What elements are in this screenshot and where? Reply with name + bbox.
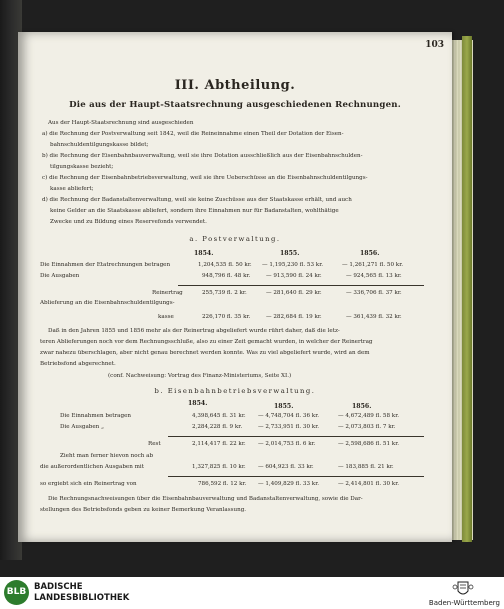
value-1855: — 2,014,753 fl. 6 kr.	[258, 441, 316, 447]
note-line: Betriebsfond abgerechnet.	[40, 361, 116, 367]
year-header: 1856.	[352, 403, 372, 410]
library-name-line1: BADISCHE	[34, 582, 83, 592]
value-1855: — 913,590 fl. 24 kr.	[266, 273, 322, 279]
intro-line: d) die Rechnung der Badanstaltenverwaltung, weil sie keine Zuschüsse aus der Staatskasse erhält, und auch	[42, 197, 352, 203]
library-footer	[0, 577, 504, 609]
value-1856: — 336,706 fl. 37 kr.	[346, 290, 402, 296]
value-1854: 1,327,825 fl. 10 kr.	[192, 464, 246, 470]
note-line: stellungen des Betriebsfonds geben zu keiner Bemerkung Veranlassung.	[40, 507, 247, 513]
row-label: Die Einnahmen der Etatrechnungen betragen	[40, 262, 171, 268]
row-label: Rest	[148, 441, 161, 447]
table-row	[40, 464, 420, 474]
intro-line: kasse abliefert;	[50, 186, 94, 192]
intro-line: Aus der Haupt-Staatsrechnung sind ausgeschieden	[48, 120, 194, 126]
table-row	[40, 314, 420, 324]
intro-line: bahnschuldentilgungskasse bildet;	[50, 142, 149, 148]
table-row	[40, 481, 420, 491]
table-row	[40, 441, 420, 451]
section-heading-post: a. Postverwaltung.	[189, 235, 281, 243]
intro-line: keine Gelder an die Staatskasse abliefert, sondern ihre Einnahmen nur für Badanstalten, wohlthätige	[50, 208, 339, 214]
value-1856: — 183,885 fl. 21 kr.	[338, 464, 394, 470]
region-label: Baden-Württemberg	[428, 599, 500, 607]
table-row	[40, 262, 420, 272]
table-row	[40, 413, 420, 423]
value-1854: 226,170 fl. 35 kr.	[202, 314, 251, 320]
sum-rule	[178, 285, 424, 286]
year-header: 1855.	[280, 250, 300, 257]
value-1855: — 4,748,704 fl. 36 kr.	[258, 413, 320, 419]
value-1855: — 2,733,951 fl. 30 kr.	[258, 424, 320, 430]
note-line: zwar nahezu überschlagen, aber nicht genau berechnet werden konnte. Was zu viel abgeliefert wurde, wird an dem	[40, 350, 370, 356]
row-label: Ablieferung an die Eisenbahnschuldentilgungs-	[40, 300, 175, 306]
row-label: Die Einnahmen betragen	[60, 413, 132, 419]
sum-rule	[168, 476, 424, 477]
note-line: teren Ablieferungen noch vor dem Rechnungsschluße, also zu einer Zeit gemacht wurden, in welcher der Reinertrag	[40, 339, 373, 345]
value-1856: — 2,073,803 fl. 7 kr.	[338, 424, 396, 430]
value-1855: — 282,684 fl. 19 kr.	[266, 314, 322, 320]
sum-rule	[168, 436, 424, 437]
value-1856: — 1,261,271 fl. 50 kr.	[342, 262, 404, 268]
page-title: III. Abtheilung.	[174, 78, 296, 93]
table-row	[40, 424, 420, 434]
section-heading-railway: b. Eisenbahnbetriebsverwaltung.	[154, 387, 316, 395]
row-label: Die Ausgaben „	[60, 424, 104, 430]
page-subtitle: Die aus der Haupt-Staatsrechnung ausgeschiedenen Rechnungen.	[69, 100, 401, 110]
intro-line: c) die Rechnung der Eisenbahnbetriebsverwaltung, weil sie ihre Ueberschüsse an die Eisenbahnschuldentilgungs-	[42, 175, 368, 181]
page-number: 103	[425, 40, 444, 50]
value-1854: 2,114,417 fl. 22 kr.	[192, 441, 246, 447]
year-header: 1854.	[194, 250, 214, 257]
row-label: so ergiebt sich ein Reinertrag von	[40, 481, 137, 487]
table-row	[40, 290, 420, 300]
table-row	[40, 273, 420, 283]
value-1854: 4,398,645 fl. 31 kr.	[192, 413, 246, 419]
row-label: Reinertrag	[152, 290, 183, 296]
value-1856: — 2,414,801 fl. 30 kr.	[338, 481, 400, 487]
row-label: Die Ausgaben	[40, 273, 80, 279]
value-1856: — 4,672,489 fl. 58 kr.	[338, 413, 400, 419]
intro-line: a) die Rechnung der Postverwaltung seit 1842, weil die Reineinnahme einen Theil der Dotation der Eisen-	[42, 131, 344, 137]
value-1854: 2,284,228 fl. 9 kr.	[192, 424, 243, 430]
intro-line: Zwecke und zu Bildung eines Reservefonds verwendet.	[50, 219, 207, 225]
year-header: 1854.	[188, 400, 208, 407]
value-1855: — 1,409,829 fl. 33 kr.	[258, 481, 320, 487]
value-1855: — 1,195,230 fl. 53 kr.	[262, 262, 324, 268]
value-1854: 948,796 fl. 48 kr.	[202, 273, 251, 279]
note-line: Daß in den Jahren 1855 und 1856 mehr als der Reinertrag abgeliefert wurde rührt daher, daß die letz-	[48, 328, 340, 334]
value-1856: — 924,565 fl. 13 kr.	[346, 273, 402, 279]
blb-logo: BLB	[4, 580, 29, 605]
table-row	[40, 300, 420, 310]
library-name-line2: LANDESBIBLIOTHEK	[34, 593, 130, 603]
value-1855: — 281,640 fl. 29 kr.	[266, 290, 322, 296]
table-row	[40, 453, 420, 463]
cover-edge	[462, 36, 472, 542]
value-1856: — 2,598,686 fl. 51 kr.	[338, 441, 400, 447]
value-1854: 255,739 fl. 2 kr.	[202, 290, 247, 296]
library-name	[34, 582, 129, 604]
value-1854: 786,592 fl. 12 kr.	[198, 481, 247, 487]
coat-of-arms-icon	[452, 579, 474, 599]
year-header: 1856.	[360, 250, 380, 257]
value-1856: — 361,439 fl. 32 kr.	[346, 314, 402, 320]
intro-line: b) die Rechnung der Eisenbahnbauverwaltung, weil sie ihre Dotation ausschließlich aus der Eisenbahnschulden-	[42, 153, 363, 159]
intro-line: tilgungskasse bezieht;	[50, 164, 114, 170]
note-line: Die Rechnungsnachweisungen über die Eisenbahnbauverwaltung und Badanstaltenverwaltung, sowie die Dar-	[48, 496, 363, 502]
row-label: Zieht man ferner hievon noch ab	[60, 453, 154, 459]
value-1854: 1,204,535 fl. 50 kr.	[198, 262, 252, 268]
document-page	[18, 32, 452, 542]
year-header: 1855.	[274, 403, 294, 410]
reference-note: (conf. Nachweisung: Vortrag des Finanz-Ministeriums, Seite XI.)	[108, 373, 292, 379]
row-label: kasse	[158, 314, 174, 320]
value-1855: — 604,923 fl. 33 kr.	[258, 464, 314, 470]
row-label: die außerordentlichen Ausgaben mit	[40, 464, 144, 470]
